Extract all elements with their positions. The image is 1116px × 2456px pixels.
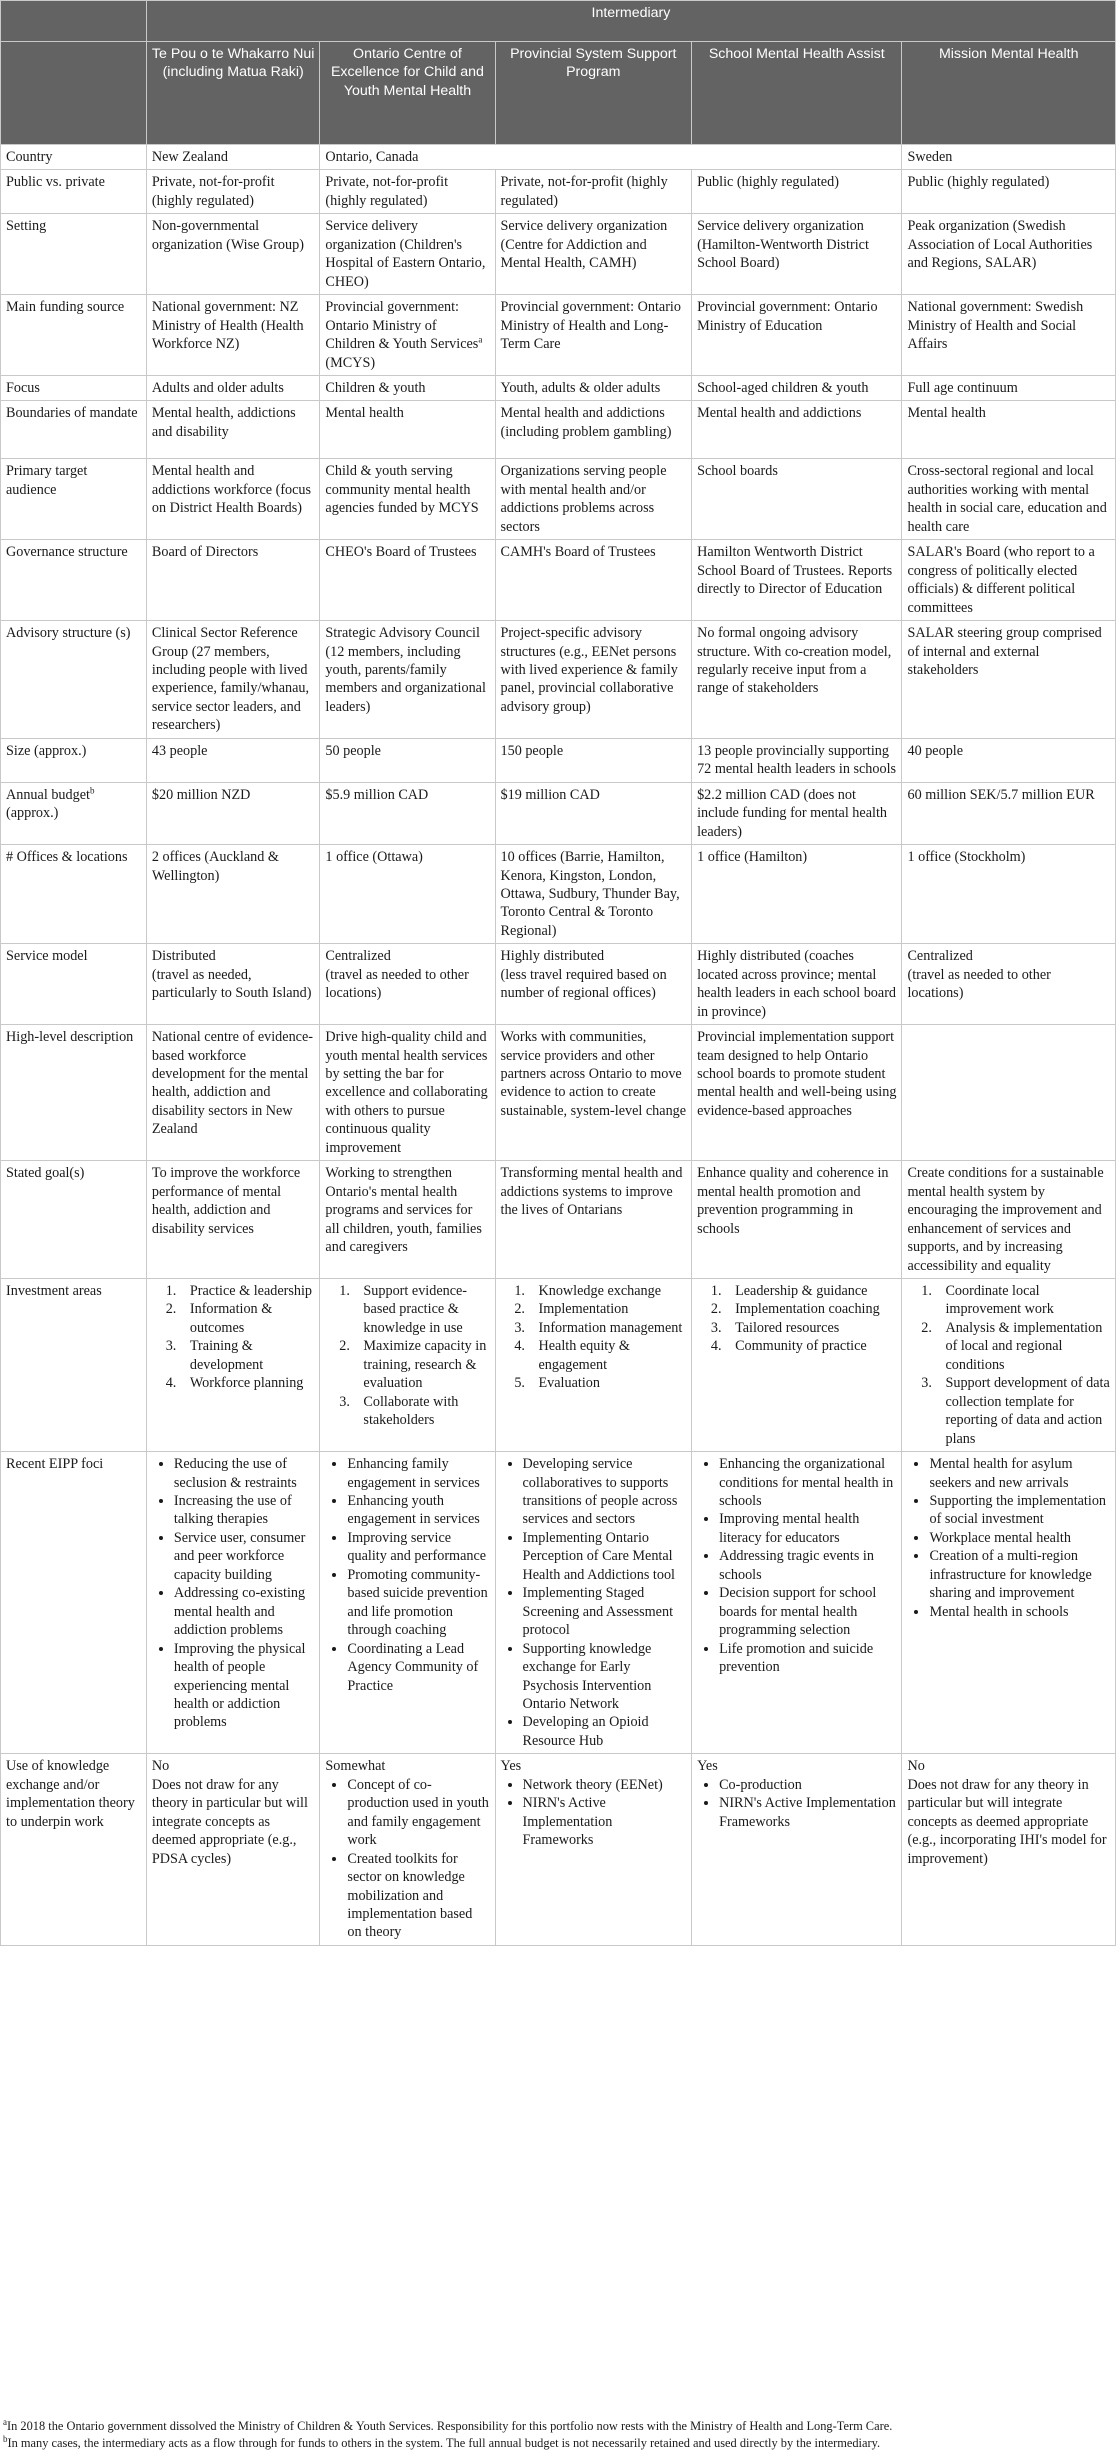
cell-text: Provincial government: Ontario Ministry of Children & Youth Services	[325, 299, 479, 353]
label-text: (approx.)	[6, 805, 59, 822]
footnote	[3, 2435, 1113, 2452]
cell: Mental health and addictions workforce (focus on District Health Boards)	[146, 459, 320, 540]
cell: Child & youth serving community mental health agencies funded by MCYS	[320, 459, 495, 540]
list-item: • Enhancing the organizational conditions for mental health in schools	[719, 1455, 896, 1510]
cell: SALAR's Board (who report to a congress of politically elected officials) & different political committees	[902, 540, 1116, 621]
label-text: Annual budget	[6, 786, 90, 803]
list-item: • Supporting knowledge exchange for Early Psychosis Intervention Ontario Network	[523, 1640, 687, 1714]
list-item: • Life promotion and suicide prevention	[719, 1640, 896, 1677]
list-item: • Developing service collaboratives to supports transitions of people across services and sectors	[523, 1455, 687, 1529]
cell: Transforming mental health and addictions systems to improve the lives of Ontarians	[495, 1161, 692, 1279]
cell	[320, 295, 495, 376]
list-item: 1. Support evidence-based practice & knowledge in use	[353, 1282, 489, 1337]
cell: Highly distributed (coaches located across province; mental health leaders in each school board in province)	[692, 944, 902, 1025]
bullet-list	[325, 1455, 489, 1695]
bullet-list	[325, 1776, 489, 1942]
list-item: • Addressing co-existing mental health and addiction problems	[174, 1584, 315, 1639]
row-label: Size (approx.)	[1, 738, 147, 782]
numbered-list	[152, 1282, 315, 1393]
list-item: 1. Knowledge exchange	[529, 1282, 687, 1300]
row-label: Primary target audience	[1, 459, 147, 540]
list-item: 4. Workforce planning	[180, 1374, 315, 1392]
cell-line: Does not draw for any theory in particular but will integrate concepts as deemed appropriate (e.g., incorporating IHI's model for improvement)	[907, 1776, 1107, 1867]
cell-country-new-zealand: New Zealand	[146, 145, 320, 170]
bullet-list	[501, 1455, 687, 1750]
bullet-list	[697, 1455, 896, 1676]
cell: Mental health, addictions and disability	[146, 401, 320, 459]
cell: Provincial government: Ontario Ministry of Education	[692, 295, 902, 376]
cell: Mental health	[902, 401, 1116, 459]
cell: School-aged children & youth	[692, 375, 902, 400]
cell	[902, 1754, 1116, 1946]
row-funding	[1, 295, 1116, 376]
cell: 50 people	[320, 738, 495, 782]
footnote-marker: b	[89, 784, 95, 795]
footnote-text: In many cases, the intermediary acts as a flow through for funds to others in the system. The full annual budget is not necessarily retained and used directly by the intermediary.	[7, 2435, 881, 2450]
list-item: • NIRN's Active Implementation Frameworks	[523, 1794, 687, 1849]
cell-line: (travel as needed to other locations)	[325, 966, 469, 1002]
list-item: 2. Analysis & implementation of local and regional conditions	[935, 1319, 1110, 1374]
list-item: 5. Evaluation	[529, 1374, 687, 1392]
cell-line: Yes	[697, 1758, 718, 1775]
cell-line: (less travel required based on number of regional offices)	[500, 966, 667, 1002]
row-setting	[1, 214, 1116, 295]
row-label: Main funding source	[1, 295, 147, 376]
cell-line: Centralized	[907, 948, 973, 965]
list-item: 2. Information & outcomes	[180, 1300, 315, 1337]
cell: CAMH's Board of Trustees	[495, 540, 692, 621]
cell: To improve the workforce performance of mental health, addiction and disability services	[146, 1161, 320, 1279]
numbered-list	[697, 1282, 896, 1356]
column-header-mission-mental-health: Mission Mental Health	[902, 42, 1116, 145]
row-offices	[1, 845, 1116, 944]
row-description	[1, 1025, 1116, 1161]
cell: Provincial implementation support team designed to help Ontario school boards to promote student mental health and well-being using evidence-based approaches	[692, 1025, 902, 1161]
cell	[902, 1025, 1116, 1161]
cell-country-sweden: Sweden	[902, 145, 1116, 170]
list-item: • Mental health for asylum seekers and new arrivals	[929, 1455, 1110, 1492]
row-goals	[1, 1161, 1116, 1279]
cell-line: No	[151, 1758, 170, 1775]
footnote	[3, 2418, 1113, 2435]
cell	[902, 944, 1116, 1025]
cell: 60 million SEK/5.7 million EUR	[902, 782, 1116, 844]
cell: Service delivery organization (Hamilton-Wentworth District School Board)	[692, 214, 902, 295]
column-header-tepou: Te Pou o te Whakarro Nui (including Matua Raki)	[146, 42, 320, 145]
list-item: • Service user, consumer and peer workforce capacity building	[174, 1529, 315, 1584]
row-label: Setting	[1, 214, 147, 295]
cell: Project-specific advisory structures (e.g., EENet persons with lived experience & family panel, provincial collaborative advisory group)	[495, 621, 692, 739]
cell: $5.9 million CAD	[320, 782, 495, 844]
cell	[495, 1452, 692, 1754]
cell: CHEO's Board of Trustees	[320, 540, 495, 621]
list-item: • Implementing Staged Screening and Assessment protocol	[523, 1584, 687, 1639]
cell: Private, not-for-profit (highly regulated)	[495, 170, 692, 214]
list-item: • Network theory (EENet)	[523, 1776, 687, 1794]
cell	[320, 944, 495, 1025]
cell: Peak organization (Swedish Association of Local Authorities and Regions, SALAR)	[902, 214, 1116, 295]
cell	[692, 1452, 902, 1754]
row-eipp	[1, 1452, 1116, 1754]
row-boundaries	[1, 401, 1116, 459]
cell: Clinical Sector Reference Group (27 members, including people with lived experience, family/whanau, service sector leaders, and researchers)	[146, 621, 320, 739]
row-theory	[1, 1754, 1116, 1946]
cell: Working to strengthen Ontario's mental health programs and services for all children, youth, families and caregivers	[320, 1161, 495, 1279]
cell: Adults and older adults	[146, 375, 320, 400]
row-label: Advisory structure (s)	[1, 621, 147, 739]
cell: Provincial government: Ontario Ministry of Health and Long-Term Care	[495, 295, 692, 376]
cell	[320, 1452, 495, 1754]
cell-line: Highly distributed	[500, 948, 605, 965]
cell: No formal ongoing advisory structure. With co-creation model, regularly receive input from a range of stakeholders	[692, 621, 902, 739]
row-advisory	[1, 621, 1116, 739]
cell: $20 million NZD	[146, 782, 320, 844]
list-item: 2. Implementation coaching	[725, 1300, 896, 1318]
list-item: • Creation of a multi-region infrastructure for knowledge sharing and improvement	[929, 1547, 1110, 1602]
list-item: • Created toolkits for sector on knowledge mobilization and implementation based on theory	[347, 1850, 489, 1942]
column-header-ontario-centre: Ontario Centre of Excellence for Child and Youth Mental Health	[320, 42, 495, 145]
row-budget	[1, 782, 1116, 844]
numbered-list	[907, 1282, 1110, 1448]
cell: 1 office (Hamilton)	[692, 845, 902, 944]
cell: National centre of evidence-based workforce development for the mental health, addiction and disability sectors in New Zealand	[146, 1025, 320, 1161]
cell	[902, 1279, 1116, 1452]
numbered-list	[325, 1282, 489, 1430]
row-label: Boundaries of mandate	[1, 401, 147, 459]
list-item: • Addressing tragic events in schools	[719, 1547, 896, 1584]
list-item: 1. Coordinate local improvement work	[935, 1282, 1110, 1319]
cell	[146, 944, 320, 1025]
row-label: Country	[1, 145, 147, 170]
cell	[692, 1754, 902, 1946]
list-item: 4. Health equity & engagement	[529, 1337, 687, 1374]
list-item: 1. Leadership & guidance	[725, 1282, 896, 1300]
cell: Non-governmental organization (Wise Group)	[146, 214, 320, 295]
cell: SALAR steering group comprised of internal and external stakeholders	[902, 621, 1116, 739]
list-item: • Enhancing youth engagement in services	[347, 1492, 489, 1529]
row-size	[1, 738, 1116, 782]
row-focus	[1, 375, 1116, 400]
cell	[495, 1279, 692, 1452]
cell: Service delivery organization (Centre for Addiction and Mental Health, CAMH)	[495, 214, 692, 295]
cell: Public (highly regulated)	[692, 170, 902, 214]
list-item: • Implementing Ontario Perception of Care Mental Health and Addictions tool	[523, 1529, 687, 1584]
list-item: • Concept of co-production used in youth and family engagement work	[347, 1776, 489, 1850]
bullet-list	[697, 1776, 896, 1831]
cell: Public (highly regulated)	[902, 170, 1116, 214]
list-item: • Enhancing family engagement in services	[347, 1455, 489, 1492]
cell: Create conditions for a sustainable mental health system by encouraging the improvement and enhancement of services and supports, and by increasing accessibility and equality	[902, 1161, 1116, 1279]
row-service-model	[1, 944, 1116, 1025]
empty-corner-cell	[1, 1, 147, 42]
row-label	[1, 782, 147, 844]
cell: 10 offices (Barrie, Hamilton, Kenora, Kingston, London, Ottawa, Sudbury, Thunder Bay, Toronto Central & Toronto Regional)	[495, 845, 692, 944]
cell: 2 offices (Auckland & Wellington)	[146, 845, 320, 944]
list-item: • Increasing the use of talking therapies	[174, 1492, 315, 1529]
list-item: • Coordinating a Lead Agency Community of Practice	[347, 1640, 489, 1695]
cell: 13 people provincially supporting 72 mental health leaders in schools	[692, 738, 902, 782]
cell: Mental health and addictions	[692, 401, 902, 459]
footnote-mark: a	[3, 2416, 7, 2427]
list-item: 3. Support development of data collection template for reporting of data and action plans	[935, 1374, 1110, 1448]
cell-line: Yes	[500, 1758, 522, 1775]
cell	[320, 1754, 495, 1946]
cell	[495, 944, 692, 1025]
cell	[902, 1452, 1116, 1754]
cell: Organizations serving people with mental health and/or addictions problems across sectors	[495, 459, 692, 540]
list-item: • Co-production	[719, 1776, 896, 1794]
cell: $2.2 million CAD (does not include funding for mental health leaders)	[692, 782, 902, 844]
cell: 40 people	[902, 738, 1116, 782]
row-investment	[1, 1279, 1116, 1452]
cell: Full age continuum	[902, 375, 1116, 400]
row-label: Use of knowledge exchange and/or implementation theory to underpin work	[1, 1754, 147, 1946]
empty-label-header	[1, 42, 147, 145]
cell: $19 million CAD	[495, 782, 692, 844]
cell	[320, 1279, 495, 1452]
list-item: • Promoting community-based suicide prevention and life promotion through coaching	[347, 1566, 489, 1640]
cell-text: (MCYS)	[325, 354, 376, 371]
cell: School boards	[692, 459, 902, 540]
list-item: • Improving the physical health of people experiencing mental health or addiction problems	[174, 1640, 315, 1732]
cell	[146, 1279, 320, 1452]
list-item: 3. Collaborate with stakeholders	[353, 1393, 489, 1430]
cell: Children & youth	[320, 375, 495, 400]
cell: National government: Swedish Ministry of Health and Social Affairs	[902, 295, 1116, 376]
cell-country-ontario: Ontario, Canada	[320, 145, 902, 170]
cell: Hamilton Wentworth District School Board of Trustees. Reports directly to Director of Education	[692, 540, 902, 621]
cell-line: Somewhat	[325, 1758, 386, 1775]
row-label: Stated goal(s)	[1, 1161, 147, 1279]
list-item: • Reducing the use of seclusion & restraints	[174, 1455, 315, 1492]
row-label: # Offices & locations	[1, 845, 147, 944]
list-item: • Supporting the implementation of social investment	[929, 1492, 1110, 1529]
cell: Youth, adults & older adults	[495, 375, 692, 400]
cell: National government: NZ Ministry of Health (Health Workforce NZ)	[146, 295, 320, 376]
group-header-intermediary: Intermediary	[146, 1, 1115, 42]
column-header-pssp: Provincial System Support Program	[495, 42, 692, 145]
cell: 150 people	[495, 738, 692, 782]
numbered-list	[501, 1282, 687, 1393]
cell: Board of Directors	[146, 540, 320, 621]
footnote-mark: b	[3, 2433, 8, 2444]
cell	[495, 1754, 692, 1946]
bullet-list	[152, 1455, 315, 1732]
row-label: Focus	[1, 375, 147, 400]
footnote-marker: a	[478, 334, 483, 345]
cell: 1 office (Stockholm)	[902, 845, 1116, 944]
row-label: Investment areas	[1, 1279, 147, 1452]
list-item: • Workplace mental health	[929, 1529, 1110, 1547]
cell-line: Does not draw for any theory in particular but will integrate concepts as deemed appropriate (e.g., PDSA cycles)	[151, 1776, 308, 1867]
list-item: 2. Implementation	[529, 1300, 687, 1318]
row-audience	[1, 459, 1116, 540]
list-item: • Developing an Opioid Resource Hub	[523, 1713, 687, 1750]
list-item: • Improving service quality and performance	[347, 1529, 489, 1566]
cell: 43 people	[146, 738, 320, 782]
list-item: 3. Information management	[529, 1319, 687, 1337]
cell: Cross-sectoral regional and local authorities working with mental health in social care, education and health care	[902, 459, 1116, 540]
list-item: 4. Community of practice	[725, 1337, 896, 1355]
row-label: High-level description	[1, 1025, 147, 1161]
cell: Mental health and addictions (including problem gambling)	[495, 401, 692, 459]
list-item: 2. Maximize capacity in training, research & evaluation	[353, 1337, 489, 1392]
row-label: Service model	[1, 944, 147, 1025]
list-item: 3. Training & development	[180, 1337, 315, 1374]
cell	[692, 1279, 902, 1452]
cell: Private, not-for-profit (highly regulated)	[320, 170, 495, 214]
cell: Works with communities, service providers and other partners across Ontario to move evidence to action to create sustainable, system-level change	[495, 1025, 692, 1161]
cell-line: (travel as needed, particularly to South Island)	[151, 966, 312, 1002]
cell	[146, 1754, 320, 1946]
cell: Drive high-quality child and youth mental health services by setting the bar for excellence and collaborating with others to pursue continuous quality improvement	[320, 1025, 495, 1161]
list-item: • NIRN's Active Implementation Frameworks	[719, 1794, 896, 1831]
cell: Service delivery organization (Children's Hospital of Eastern Ontario, CHEO)	[320, 214, 495, 295]
cell-line: Centralized	[325, 948, 391, 965]
cell: Strategic Advisory Council (12 members, including youth, parents/family members and organizational leaders)	[320, 621, 495, 739]
column-header-school-mental-health-assist: School Mental Health Assist	[692, 42, 902, 145]
bullet-list	[501, 1776, 687, 1850]
list-item: 1. Practice & leadership	[180, 1282, 315, 1300]
row-governance	[1, 540, 1116, 621]
cell	[146, 1452, 320, 1754]
list-item: • Improving mental health literacy for educators	[719, 1510, 896, 1547]
bullet-list	[907, 1455, 1110, 1621]
cell-line: Distributed	[151, 948, 216, 965]
list-item: 3. Tailored resources	[725, 1319, 896, 1337]
row-country	[1, 145, 1116, 170]
cell: 1 office (Ottawa)	[320, 845, 495, 944]
footnote-text: In 2018 the Ontario government dissolved the Ministry of Children & Youth Services. Responsibility for this portfolio now rests with the Ministry of Health and Long-Term Care.	[7, 2419, 893, 2433]
list-item: • Decision support for school boards for mental health programming selection	[719, 1584, 896, 1639]
row-label: Public vs. private	[1, 170, 147, 214]
cell: Private, not-for-profit (highly regulated)	[146, 170, 320, 214]
row-label: Recent EIPP foci	[1, 1452, 147, 1754]
row-public-private	[1, 170, 1116, 214]
cell-line: No	[907, 1758, 925, 1775]
cell: Enhance quality and coherence in mental health promotion and prevention programming in schools	[692, 1161, 902, 1279]
footnotes	[0, 2418, 1113, 2451]
list-item: • Mental health in schools	[929, 1603, 1110, 1621]
row-label: Governance structure	[1, 540, 147, 621]
cell: Mental health	[320, 401, 495, 459]
cell-line: (travel as needed to other locations)	[907, 966, 1051, 1002]
